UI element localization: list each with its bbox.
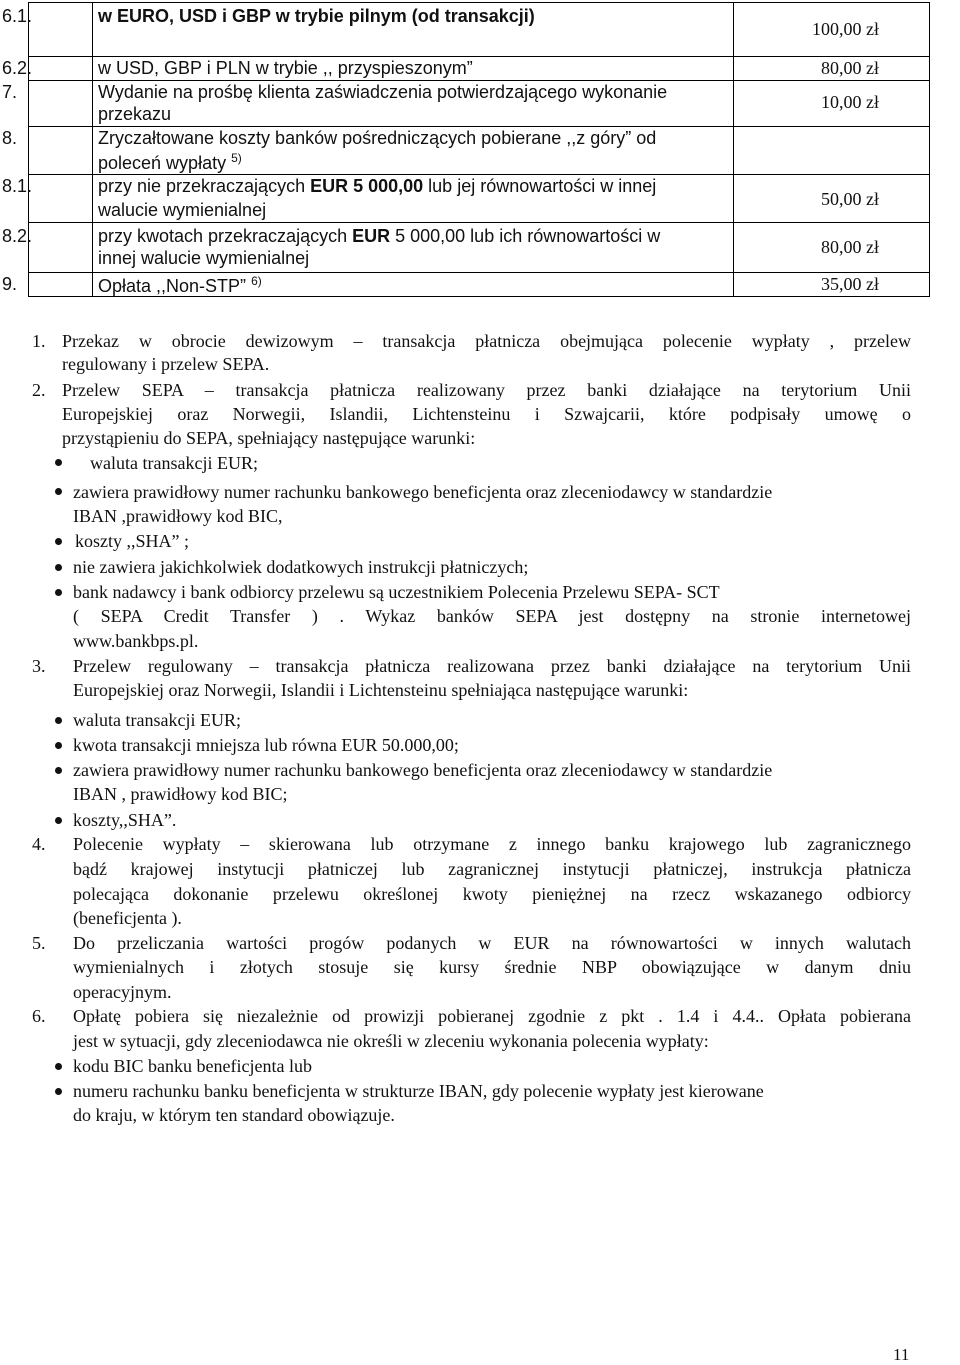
row-description-cont: walucie wymienialnej [98, 200, 267, 220]
note-text: Do przeliczania wartości progów podanych w EUR na równowartości w innych walutach [73, 933, 911, 953]
bullet-icon [55, 538, 62, 545]
note-text: Opłatę pobiera się niezależnie od prowizji pobieranej zgodnie z pkt . 1.4 i 4.4.. Opłata pobierana [73, 1006, 911, 1026]
list-item: koszty,,SHA”. [73, 810, 177, 830]
table-row [29, 57, 930, 81]
row-number: 8.1. [2, 176, 33, 196]
table-row [29, 223, 930, 273]
list-item: kodu BIC banku beneficjenta lub [73, 1056, 312, 1076]
note-text: polecająca dokonanie przelewu określonej kwoty pieniężnej na rzecz wskazanego odbiorcy [73, 884, 911, 904]
table-row [29, 81, 930, 127]
row-description-cont: innej walucie wymienialnej [98, 248, 310, 268]
note-text: Europejskiej oraz Norwegii, Islandii, Lichtensteinu i Szwajcarii, które podpisały umowę o [62, 404, 911, 424]
row-number: 6.2. [2, 58, 33, 78]
list-item-cont: do kraju, w którym ten standard obowiązuje. [73, 1105, 395, 1125]
note-text: Przelew regulowany – transakcja płatnicza realizowana przez banki działające na terytorium Unii [73, 656, 911, 676]
bullet-icon [55, 459, 62, 466]
bullet-icon [55, 589, 62, 596]
bullet-icon [55, 717, 62, 724]
bullet-icon [55, 488, 62, 495]
note-number: 6. [32, 1006, 46, 1026]
row-number: 7. [2, 82, 18, 102]
list-item-cont: ( SEPA Credit Transfer ) . Wykaz banków SEPA jest dostępny na stronie internetowej [73, 606, 911, 626]
table-row [29, 3, 930, 57]
bullet-icon [55, 742, 62, 749]
row-amount: 10,00 zł [821, 92, 879, 112]
list-item: nie zawiera jakichkolwiek dodatkowych instrukcji płatniczych; [73, 557, 529, 577]
row-amount: 50,00 zł [821, 189, 879, 209]
row-number: 6.1. [2, 6, 33, 26]
row-description: przy nie przekraczających EUR 5 000,00 lub jej równowartości w innej [98, 176, 657, 196]
note-text: bądź krajowej instytucji płatniczej lub zagranicznej instytucji płatniczej, instrukcja płatnicza [73, 859, 911, 879]
note-text: Przelew SEPA – transakcja płatnicza realizowany przez banki działające na terytorium Unii [62, 380, 911, 400]
note-number: 2. [32, 380, 46, 400]
note-text: Przekaz w obrocie dewizowym – transakcja płatnicza obejmująca polecenie wypłaty , przelew [62, 331, 911, 351]
note-text: Europejskiej oraz Norwegii, Islandii i Lichtensteinu spełniająca następujące warunki: [73, 680, 689, 700]
page-number: 11 [893, 1345, 910, 1364]
table-row [29, 127, 930, 175]
list-item: koszty ,,SHA” ; [75, 531, 189, 551]
list-item: waluta transakcji EUR; [73, 710, 241, 730]
row-amount: 80,00 zł [821, 237, 879, 257]
table-row [29, 273, 930, 297]
bullet-icon [55, 817, 62, 824]
note-text: Polecenie wypłaty – skierowana lub otrzymane z innego banku krajowego lub zagranicznego [73, 834, 911, 854]
table-row [29, 175, 930, 223]
bullet-icon [55, 1088, 62, 1095]
row-amount: 80,00 zł [821, 58, 879, 78]
row-number: 8. [2, 128, 18, 148]
row-description: Opłata ,,Non-STP” $^{6)}$ [98, 274, 262, 296]
row-number: 8.2. [2, 226, 33, 246]
row-description: w USD, GBP i PLN w trybie ,, przyspieszonym” [98, 58, 473, 78]
row-description: Zryczałtowane koszty banków pośredniczących pobierane ,,z góry” od [98, 128, 657, 148]
note-number: 1. [32, 331, 46, 351]
list-item: kwota transakcji mniejsza lub równa EUR 50.000,00; [73, 735, 459, 755]
bullet-icon [55, 767, 62, 774]
fees-table [2, 2, 930, 297]
note-text: jest w sytuacji, gdy zleceniodawca nie określi w zleceniu wykonania polecenia wypłaty: [73, 1031, 709, 1051]
list-item-cont: IBAN , prawidłowy kod BIC; [73, 784, 288, 804]
note-number: 5. [32, 933, 46, 953]
row-number: 9. [2, 274, 18, 294]
note-text: operacyjnym. [73, 982, 172, 1002]
row-description: przy kwotach przekraczających EUR 5 000,00 lub ich równowartości w [98, 226, 661, 246]
row-amount: 100,00 zł [812, 19, 879, 39]
row-description-cont: przekazu [98, 104, 172, 124]
note-text: przystąpieniu do SEPA, spełniający następujące warunki: [62, 428, 476, 448]
row-description: w EURO, USD i GBP w trybie pilnym (od transakcji) [98, 6, 535, 26]
note-text: regulowany i przelew SEPA. [62, 354, 270, 374]
row-amount: 35,00 zł [821, 274, 879, 294]
bullet-icon [55, 1063, 62, 1070]
list-item: bank nadawcy i bank odbiorcy przelewu są uczestnikiem Polecenia Przelewu SEPA- SCT [73, 582, 720, 602]
list-item-cont: IBAN ,prawidłowy kod BIC, [73, 506, 283, 526]
bankbps-link[interactable]: www.bankbps.pl. [73, 631, 199, 651]
note-number: 4. [32, 834, 46, 854]
list-item: zawiera prawidłowy numer rachunku bankowego beneficjenta oraz zleceniodawcy w standardzie [73, 482, 773, 502]
row-description: Wydanie na prośbę klienta zaświadczenia potwierdzającego wykonanie [98, 82, 668, 102]
row-description-cont: poleceń wypłaty $^{5)}$ [98, 151, 242, 173]
note-number: 3. [32, 656, 46, 676]
list-item: zawiera prawidłowy numer rachunku bankowego beneficjenta oraz zleceniodawcy w standardzie [73, 760, 773, 780]
bullet-icon [55, 564, 62, 571]
note-text: (beneficjenta ). [73, 908, 182, 928]
note-text: wymienialnych i złotych stosuje się kursy średnie NBP obowiązujące w danym dniu [73, 957, 911, 977]
list-item: numeru rachunku banku beneficjenta w strukturze IBAN, gdy polecenie wypłaty jest kierowane [73, 1081, 764, 1101]
list-item: waluta transakcji EUR; [90, 453, 258, 473]
